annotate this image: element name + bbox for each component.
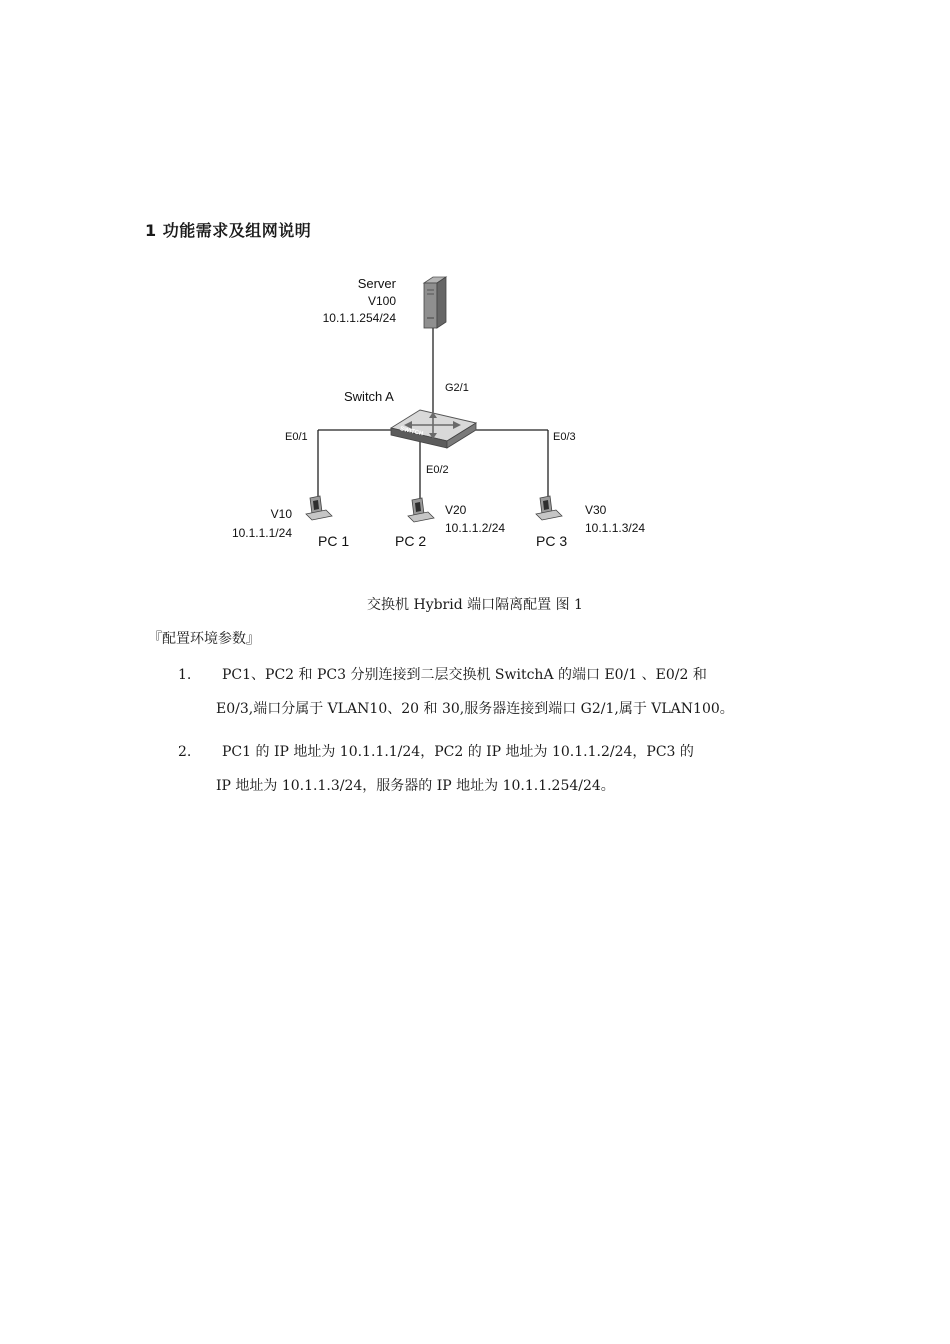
server-name: Server (357, 276, 396, 291)
pc1-name: PC 1 (318, 533, 350, 549)
env-item-2-line2: IP 地址为 10.1.1.3/24，服务器的 IP 地址为 10.1.1.254/24。 (216, 778, 615, 794)
server-ip: 10.1.1.254/24 (322, 311, 396, 325)
pc1-vlan: V10 (270, 507, 292, 521)
pc3-ip: 10.1.1.3/24 (585, 521, 646, 535)
pc2-vlan: V20 (445, 503, 467, 517)
pc3-icon (536, 496, 562, 520)
pc3-vlan: V30 (585, 503, 607, 517)
network-topology-diagram (0, 0, 950, 600)
pc1-icon (306, 496, 332, 520)
env-item-1 (178, 658, 734, 726)
env-item-1-line1: PC1、PC2 和 PC3 分别连接到二层交换机 SwitchA 的端口 E0/1 、E0/2 和 (222, 667, 707, 683)
env-item-2 (178, 735, 694, 803)
pc2-ip: 10.1.1.2/24 (445, 521, 506, 535)
port-e03: E0/3 (553, 431, 576, 443)
figure-caption: 交换机 Hybrid 端口隔离配置 图 1 (367, 597, 583, 613)
switch-badge: SWITCH (399, 426, 424, 438)
env-params-title: 『配置环境参数』 (148, 631, 260, 647)
pc3-name: PC 3 (536, 533, 568, 549)
pc2-icon (408, 498, 434, 522)
port-e02: E0/2 (426, 464, 449, 476)
switch-icon (391, 410, 476, 448)
env-item-2-number: 2. (178, 744, 192, 760)
server-vlan: V100 (367, 294, 396, 308)
port-g21: G2/1 (445, 382, 469, 394)
section-title: 1 功能需求及组网说明 (145, 221, 312, 240)
env-item-1-number: 1. (178, 667, 192, 683)
pc2-name: PC 2 (395, 533, 427, 549)
env-item-1-line2: E0/3,端口分属于 VLAN10、20 和 30,服务器连接到端口 G2/1,属于 VLAN100。 (216, 701, 734, 717)
pc1-ip: 10.1.1.1/24 (231, 526, 292, 540)
env-item-2-line1: PC1 的 IP 地址为 10.1.1.1/24，PC2 的 IP 地址为 10.1.1.2/24，PC3 的 (222, 744, 694, 760)
port-e01: E0/1 (285, 431, 308, 443)
switch-name: Switch A (344, 389, 394, 404)
server-icon (424, 277, 446, 328)
